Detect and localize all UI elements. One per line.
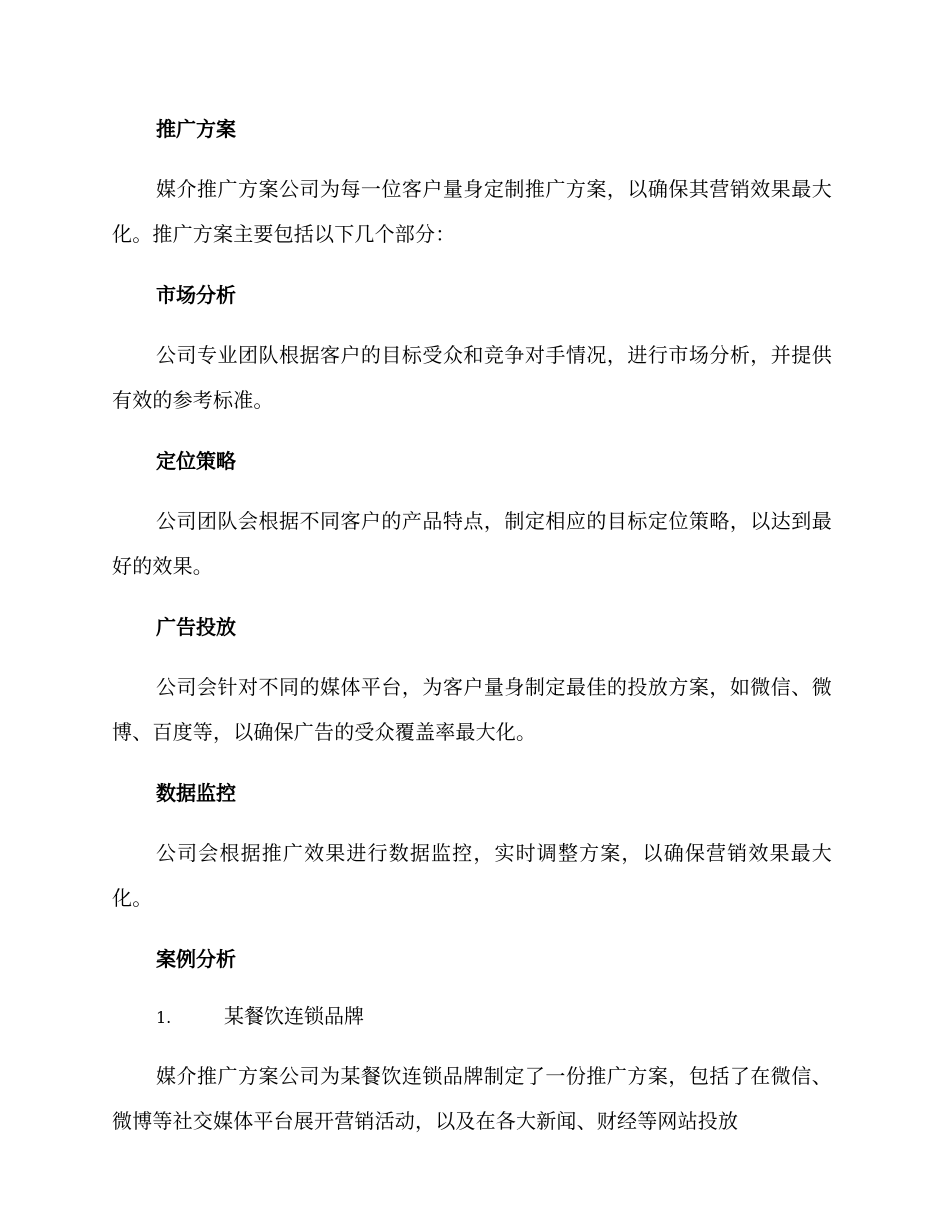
case-list-number: 1. bbox=[156, 1008, 172, 1027]
section-heading-promotion-plan: 推广方案 bbox=[156, 117, 236, 141]
case-body: 媒介推广方案公司为某餐饮连锁品牌制定了一份推广方案，包括了在微信、微博等社交媒体平台展开营销活动，以及在各大新闻、财经等网站投放 bbox=[112, 1064, 832, 1133]
section-heading-data-monitoring: 数据监控 bbox=[156, 781, 236, 805]
section-heading-market-analysis: 市场分析 bbox=[156, 283, 236, 307]
section-heading-positioning-strategy: 定位策略 bbox=[156, 449, 236, 473]
section-body-positioning-strategy: 公司团队会根据不同客户的产品特点，制定相应的目标定位策略，以达到最好的效果。 bbox=[112, 509, 832, 578]
document-page bbox=[112, 110, 832, 1144]
section-body-data-monitoring: 公司会根据推广效果进行数据监控，实时调整方案，以确保营销效果最大化。 bbox=[112, 841, 832, 910]
section-heading-ad-placement: 广告投放 bbox=[156, 615, 236, 639]
section-heading-case-analysis: 案例分析 bbox=[156, 947, 236, 971]
case-list-item bbox=[112, 997, 832, 1035]
section-body-ad-placement: 公司会针对不同的媒体平台，为客户量身制定最佳的投放方案，如微信、微博、百度等，以确保广告的受众覆盖率最大化。 bbox=[112, 675, 832, 744]
section-body-market-analysis: 公司专业团队根据客户的目标受众和竞争对手情况，进行市场分析，并提供有效的参考标准。 bbox=[112, 343, 832, 412]
section-body-promotion-plan: 媒介推广方案公司为每一位客户量身定制推广方案，以确保其营销效果最大化。推广方案主要包括以下几个部分： bbox=[112, 177, 832, 246]
case-list-title: 某餐饮连锁品牌 bbox=[224, 1004, 364, 1028]
